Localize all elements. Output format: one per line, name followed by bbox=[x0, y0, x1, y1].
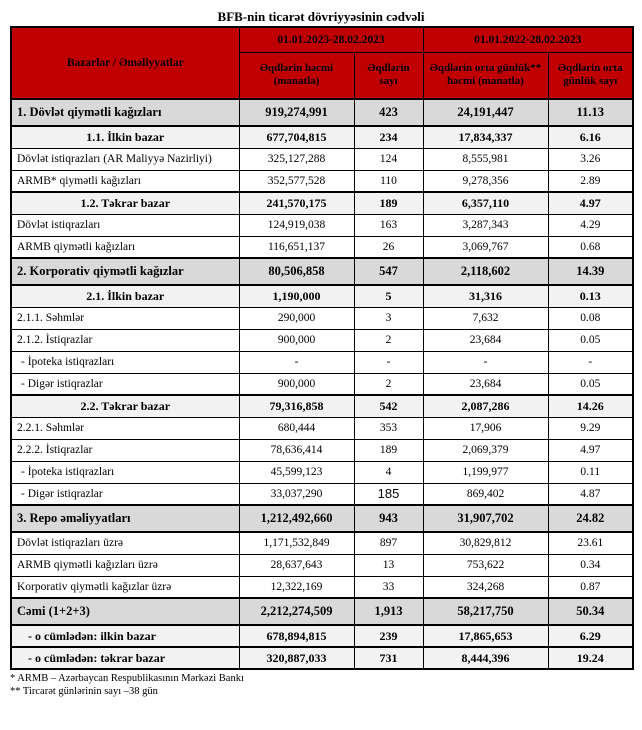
row-value-cell: 124,919,038 bbox=[239, 214, 354, 236]
row-value-cell: 17,865,653 bbox=[423, 625, 548, 647]
row-value-cell: 11.13 bbox=[548, 99, 633, 126]
table-row bbox=[11, 285, 633, 307]
row-value-cell: 6,357,110 bbox=[423, 192, 548, 214]
row-value-cell: 3.26 bbox=[548, 148, 633, 170]
table-row bbox=[11, 395, 633, 417]
row-value-cell: 79,316,858 bbox=[239, 395, 354, 417]
row-value-cell: 239 bbox=[354, 625, 423, 647]
row-value-cell: 352,577,528 bbox=[239, 170, 354, 192]
row-label-cell: Dövlət istiqrazları üzrə bbox=[11, 532, 239, 554]
row-label-cell: 1.2. Təkrar bazar bbox=[11, 192, 239, 214]
row-label-cell: 1.1. İlkin bazar bbox=[11, 126, 239, 148]
row-value-cell: - bbox=[239, 351, 354, 373]
row-label-cell: 2.1.2. İstiqrazlar bbox=[11, 329, 239, 351]
row-value-cell: 26 bbox=[354, 236, 423, 258]
row-value-cell: 320,887,033 bbox=[239, 647, 354, 669]
row-value-cell: 28,637,643 bbox=[239, 554, 354, 576]
row-value-cell: 9.29 bbox=[548, 417, 633, 439]
row-value-cell: 1,212,492,660 bbox=[239, 505, 354, 532]
row-value-cell: 163 bbox=[354, 214, 423, 236]
row-label-cell: Dövlət istiqrazları (AR Maliyyə Nazirliyi) bbox=[11, 148, 239, 170]
row-value-cell: 423 bbox=[354, 99, 423, 126]
row-value-cell: 2,118,602 bbox=[423, 258, 548, 285]
row-value-cell: 234 bbox=[354, 126, 423, 148]
row-value-cell: 78,636,414 bbox=[239, 439, 354, 461]
header-group-row bbox=[11, 27, 633, 52]
avg-daily-volume-header-cell: Əqdlərin orta günlük** həcmi (manatla) bbox=[423, 52, 548, 99]
row-value-cell: 8,444,396 bbox=[423, 647, 548, 669]
markets-operations-header-cell: Bazarlar / Əməliyyatlar bbox=[11, 27, 239, 99]
row-value-cell: 4.97 bbox=[548, 439, 633, 461]
row-value-cell: 0.05 bbox=[548, 373, 633, 395]
avg-daily-count-header-cell: Əqdlərin orta günlük sayı bbox=[548, 52, 633, 99]
row-value-cell: 2.89 bbox=[548, 170, 633, 192]
table-row bbox=[11, 307, 633, 329]
row-value-cell: 6.16 bbox=[548, 126, 633, 148]
row-value-cell: 7,632 bbox=[423, 307, 548, 329]
row-value-cell: 2,069,379 bbox=[423, 439, 548, 461]
row-value-cell: 324,268 bbox=[423, 576, 548, 598]
row-label-cell: - İpoteka istiqrazları bbox=[11, 351, 239, 373]
row-value-cell: 678,894,815 bbox=[239, 625, 354, 647]
row-value-cell: 680,444 bbox=[239, 417, 354, 439]
row-value-cell: 23.61 bbox=[548, 532, 633, 554]
row-value-cell: 900,000 bbox=[239, 373, 354, 395]
table-row bbox=[11, 148, 633, 170]
row-value-cell: 12,322,169 bbox=[239, 576, 354, 598]
row-value-cell: 542 bbox=[354, 395, 423, 417]
period-current-header-cell: 01.01.2023-28.02.2023 bbox=[239, 27, 423, 52]
row-value-cell: 24.82 bbox=[548, 505, 633, 532]
row-value-cell: 13 bbox=[354, 554, 423, 576]
row-value-cell: 45,599,123 bbox=[239, 461, 354, 483]
row-value-cell: 14.26 bbox=[548, 395, 633, 417]
row-value-cell: 185 bbox=[354, 483, 423, 505]
table-row bbox=[11, 554, 633, 576]
row-value-cell: 80,506,858 bbox=[239, 258, 354, 285]
row-label-cell: ARMB qiymətli kağızları bbox=[11, 236, 239, 258]
row-value-cell: 23,684 bbox=[423, 329, 548, 351]
row-value-cell: 189 bbox=[354, 192, 423, 214]
row-value-cell: 9,278,356 bbox=[423, 170, 548, 192]
row-value-cell: 1,199,977 bbox=[423, 461, 548, 483]
row-value-cell: - bbox=[423, 351, 548, 373]
row-value-cell: 30,829,812 bbox=[423, 532, 548, 554]
row-value-cell: - bbox=[548, 351, 633, 373]
row-value-cell: 900,000 bbox=[239, 329, 354, 351]
row-value-cell: - bbox=[354, 351, 423, 373]
table-row bbox=[11, 192, 633, 214]
row-label-cell: - o cümlədən: ilkin bazar bbox=[11, 625, 239, 647]
deals-count-header-cell: Əqdlərin sayı bbox=[354, 52, 423, 99]
table-row bbox=[11, 170, 633, 192]
row-value-cell: 0.34 bbox=[548, 554, 633, 576]
row-value-cell: 0.68 bbox=[548, 236, 633, 258]
period-previous-header-cell: 01.01.2022-28.02.2023 bbox=[423, 27, 633, 52]
table-row bbox=[11, 329, 633, 351]
row-value-cell: 869,402 bbox=[423, 483, 548, 505]
table-row bbox=[11, 351, 633, 373]
row-value-cell: 753,622 bbox=[423, 554, 548, 576]
table-row bbox=[11, 373, 633, 395]
row-value-cell: 124 bbox=[354, 148, 423, 170]
row-label-cell: 3. Repo əməliyyatları bbox=[11, 505, 239, 532]
row-value-cell: 731 bbox=[354, 647, 423, 669]
row-value-cell: 919,274,991 bbox=[239, 99, 354, 126]
row-value-cell: 2 bbox=[354, 373, 423, 395]
table-row bbox=[11, 126, 633, 148]
row-value-cell: 31,907,702 bbox=[423, 505, 548, 532]
row-value-cell: 31,316 bbox=[423, 285, 548, 307]
row-value-cell: 4.87 bbox=[548, 483, 633, 505]
table-row bbox=[11, 647, 633, 669]
row-value-cell: 290,000 bbox=[239, 307, 354, 329]
deals-volume-header-cell: Əqdlərin həcmi (manatla) bbox=[239, 52, 354, 99]
row-label-cell: 2.1. İlkin bazar bbox=[11, 285, 239, 307]
row-value-cell: 943 bbox=[354, 505, 423, 532]
row-label-cell: Korporativ qiymətli kağızlar üzrə bbox=[11, 576, 239, 598]
row-value-cell: 2,212,274,509 bbox=[239, 598, 354, 625]
table-row bbox=[11, 576, 633, 598]
row-value-cell: 24,191,447 bbox=[423, 99, 548, 126]
row-label-cell: - Digər istiqrazlar bbox=[11, 483, 239, 505]
row-label-cell: 1. Dövlət qiymətli kağızları bbox=[11, 99, 239, 126]
table-title: BFB-nin ticarət dövriyyəsinin cədvəli bbox=[217, 9, 425, 24]
row-value-cell: 8,555,981 bbox=[423, 148, 548, 170]
row-label-cell: 2.1.1. Səhmlər bbox=[11, 307, 239, 329]
table-row bbox=[11, 505, 633, 532]
row-value-cell: 1,190,000 bbox=[239, 285, 354, 307]
row-value-cell: 0.11 bbox=[548, 461, 633, 483]
row-value-cell: 4.97 bbox=[548, 192, 633, 214]
table-row bbox=[11, 625, 633, 647]
row-value-cell: 58,217,750 bbox=[423, 598, 548, 625]
row-label-cell: 2.2.2. İstiqrazlar bbox=[11, 439, 239, 461]
table-row bbox=[11, 214, 633, 236]
footnote-armb: * ARMB – Azərbaycan Respublikasının Mərkəzi Bankı bbox=[10, 673, 244, 684]
row-value-cell: 19.24 bbox=[548, 647, 633, 669]
footnotes bbox=[10, 672, 642, 698]
row-value-cell: 241,570,175 bbox=[239, 192, 354, 214]
row-label-cell: 2.2. Təkrar bazar bbox=[11, 395, 239, 417]
row-value-cell: 2 bbox=[354, 329, 423, 351]
row-value-cell: 50.34 bbox=[548, 598, 633, 625]
table-body bbox=[11, 99, 633, 669]
row-value-cell: 677,704,815 bbox=[239, 126, 354, 148]
row-label-cell: Dövlət istiqrazları bbox=[11, 214, 239, 236]
row-value-cell: 4.29 bbox=[548, 214, 633, 236]
table-row bbox=[11, 258, 633, 285]
row-label-cell: ARMB* qiymətli kağızları bbox=[11, 170, 239, 192]
table-row bbox=[11, 483, 633, 505]
row-value-cell: 1,913 bbox=[354, 598, 423, 625]
row-value-cell: 325,127,288 bbox=[239, 148, 354, 170]
row-value-cell: 0.05 bbox=[548, 329, 633, 351]
row-label-cell: - o cümlədən: təkrar bazar bbox=[11, 647, 239, 669]
row-value-cell: 110 bbox=[354, 170, 423, 192]
row-label-cell: - Digər istiqrazlar bbox=[11, 373, 239, 395]
row-value-cell: 6.29 bbox=[548, 625, 633, 647]
row-value-cell: 5 bbox=[354, 285, 423, 307]
row-value-cell: 897 bbox=[354, 532, 423, 554]
table-header bbox=[11, 27, 633, 99]
row-value-cell: 17,834,337 bbox=[423, 126, 548, 148]
table-row bbox=[11, 598, 633, 625]
table-row bbox=[11, 99, 633, 126]
row-label-cell: Cəmi (1+2+3) bbox=[11, 598, 239, 625]
row-value-cell: 1,171,532,849 bbox=[239, 532, 354, 554]
row-value-cell: 4 bbox=[354, 461, 423, 483]
row-value-cell: 14.39 bbox=[548, 258, 633, 285]
row-label-cell: 2.2.1. Səhmlər bbox=[11, 417, 239, 439]
footnote-trading-days: ** Tircarət günlərinin sayı –38 gün bbox=[10, 686, 158, 697]
table-row bbox=[11, 236, 633, 258]
row-value-cell: 3,069,767 bbox=[423, 236, 548, 258]
row-value-cell: 3,287,343 bbox=[423, 214, 548, 236]
row-value-cell: 116,651,137 bbox=[239, 236, 354, 258]
row-value-cell: 353 bbox=[354, 417, 423, 439]
row-value-cell: 2,087,286 bbox=[423, 395, 548, 417]
row-label-cell: ARMB qiymətli kağızları üzrə bbox=[11, 554, 239, 576]
trading-turnover-table bbox=[10, 26, 634, 670]
table-row bbox=[11, 532, 633, 554]
row-value-cell: 0.13 bbox=[548, 285, 633, 307]
row-value-cell: 17,906 bbox=[423, 417, 548, 439]
table-row bbox=[11, 417, 633, 439]
row-value-cell: 33,037,290 bbox=[239, 483, 354, 505]
row-value-cell: 23,684 bbox=[423, 373, 548, 395]
row-value-cell: 0.08 bbox=[548, 307, 633, 329]
table-row bbox=[11, 439, 633, 461]
row-value-cell: 189 bbox=[354, 439, 423, 461]
row-label-cell: - İpoteka istiqrazları bbox=[11, 461, 239, 483]
row-value-cell: 33 bbox=[354, 576, 423, 598]
row-value-cell: 3 bbox=[354, 307, 423, 329]
row-value-cell: 0.87 bbox=[548, 576, 633, 598]
table-row bbox=[11, 461, 633, 483]
row-value-cell: 547 bbox=[354, 258, 423, 285]
row-label-cell: 2. Korporativ qiymətli kağızlar bbox=[11, 258, 239, 285]
